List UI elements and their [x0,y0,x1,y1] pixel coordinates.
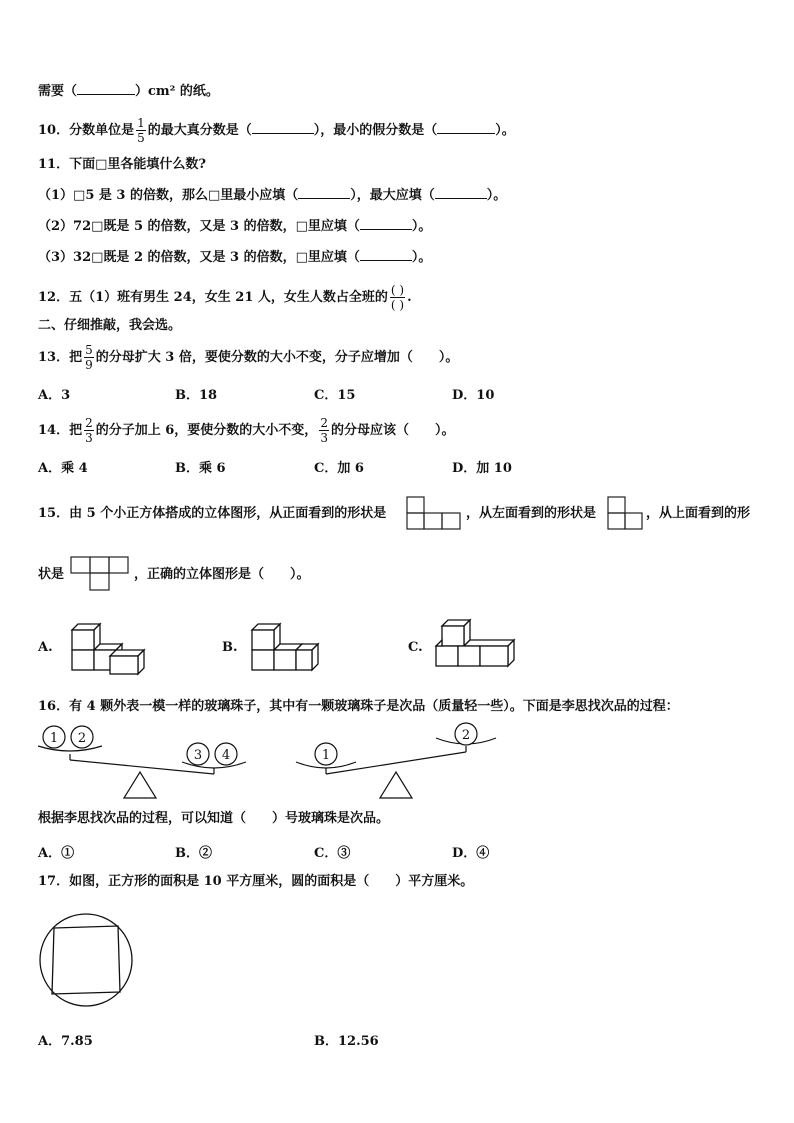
fraction-5-9: $\frac{5}{9}$ [85,343,93,372]
ball-label: 2 [77,731,87,746]
q14-option-a[interactable]: A．乘 4 [38,461,88,476]
q17-option-a[interactable]: A．7.85 [38,1034,93,1049]
q17-option-b[interactable]: B．12.56 [314,1034,379,1049]
q14-option-c[interactable]: C．加 6 [314,461,364,476]
q14-option-d[interactable]: D．加 10 [452,461,512,476]
q9-tail: 需要（ ）cm² 的纸。 [38,84,219,99]
question-14: 14．把 $\frac{2}{3}$ 的分子加上 6，要使分数的大小不变， $\frac{2}{3}$ 的分母应该（ ）。 [38,416,455,445]
solid-figure-b[interactable] [250,620,322,674]
answer-blank[interactable] [252,121,314,134]
circle-square-figure [38,912,134,1008]
fraction-2-3: $\frac{2}{3}$ [85,416,93,445]
q14-option-b[interactable]: B．乘 6 [175,461,226,476]
fraction-answer[interactable]: $\frac{( )}{( )}$ [390,283,405,312]
q15-option-b[interactable]: B. [222,640,238,655]
q16-option-d[interactable]: D．④ [452,846,490,861]
ball-label: 2 [461,728,471,743]
question-11-2: （2）72□既是 5 的倍数，又是 3 的倍数，□里应填（ ）。 [38,219,432,234]
ball-label: 3 [193,748,203,763]
question-17: 17．如图，正方形的面积是 10 平方厘米，圆的面积是（ ）平方厘米。 [38,874,474,889]
question-15-line1b: ，从左面看到的形状是 [466,506,597,521]
answer-blank[interactable] [77,82,135,95]
q16-option-c[interactable]: C．③ [314,846,351,861]
question-12: 12．五（1）班有男生 24，女生 21 人，女生人数占全班的 $\frac{( )}{( )}$ . [38,283,412,312]
ball-label: 1 [321,748,331,763]
question-11-1: （1）□5 是 3 的倍数，那么□里最小应填（ ），最大应填（ ）。 [38,188,507,203]
q15-option-c[interactable]: C. [408,640,423,655]
q16-option-b[interactable]: B．② [175,846,212,861]
question-11: 11．下面□里各能填什么数? [38,157,206,172]
question-13: 13．把 $\frac{5}{9}$ 的分母扩大 3 倍，要使分数的大小不变，分子应增加（ ）。 [38,343,459,372]
answer-blank[interactable] [437,121,495,134]
question-15-line1c: ，从上面看到的形 [646,506,751,521]
question-15-line1: 15．由 5 个小正方体搭成的立体图形，从正面看到的形状是 [38,506,387,521]
ball-label: 4 [221,748,231,763]
answer-blank[interactable] [298,186,350,199]
fraction-2-3: $\frac{2}{3}$ [320,416,328,445]
question-15-line2b: ，正确的立体图形是（ ）。 [134,567,310,582]
question-16: 16．有 4 颗外表一模一样的玻璃珠子，其中有一颗玻璃珠子是次品（质量轻一些）。下面是李思找次品的过程： [38,699,679,714]
q13-option-b[interactable]: B．18 [175,388,218,403]
ball-label: 1 [49,731,59,746]
q13-option-c[interactable]: C．15 [314,388,356,403]
answer-blank[interactable] [360,217,412,230]
q13-option-d[interactable]: D．10 [452,388,495,403]
top-view-figure [70,556,130,592]
answer-blank[interactable] [435,186,487,199]
balance-scale-2 [292,724,502,804]
balance-scale-1 [36,724,276,804]
q15-option-a[interactable]: A. [38,640,53,655]
question-11-3: （3）32□既是 2 的倍数，又是 3 的倍数，□里应填（ ）。 [38,250,432,265]
answer-blank[interactable] [360,248,412,261]
solid-figure-c[interactable] [434,618,518,674]
q13-option-a[interactable]: A．3 [38,388,71,403]
fraction-1-5: $\frac{1}{5}$ [137,116,145,145]
left-view-figure [607,496,643,530]
question-16-prompt: 根据李思找次品的过程，可以知道（ ）号玻璃珠是次品。 [38,811,390,826]
question-15-line2a: 状是 [38,567,65,582]
section-2-title: 二、仔细推敲，我会选。 [38,318,182,333]
solid-figure-a[interactable] [70,620,152,674]
q16-option-a[interactable]: A．① [38,846,75,861]
question-10: 10．分数单位是 $\frac{1}{5}$ 的最大真分数是（ ），最小的假分数是（ ）。 [38,116,515,145]
front-view-figure [406,496,462,530]
